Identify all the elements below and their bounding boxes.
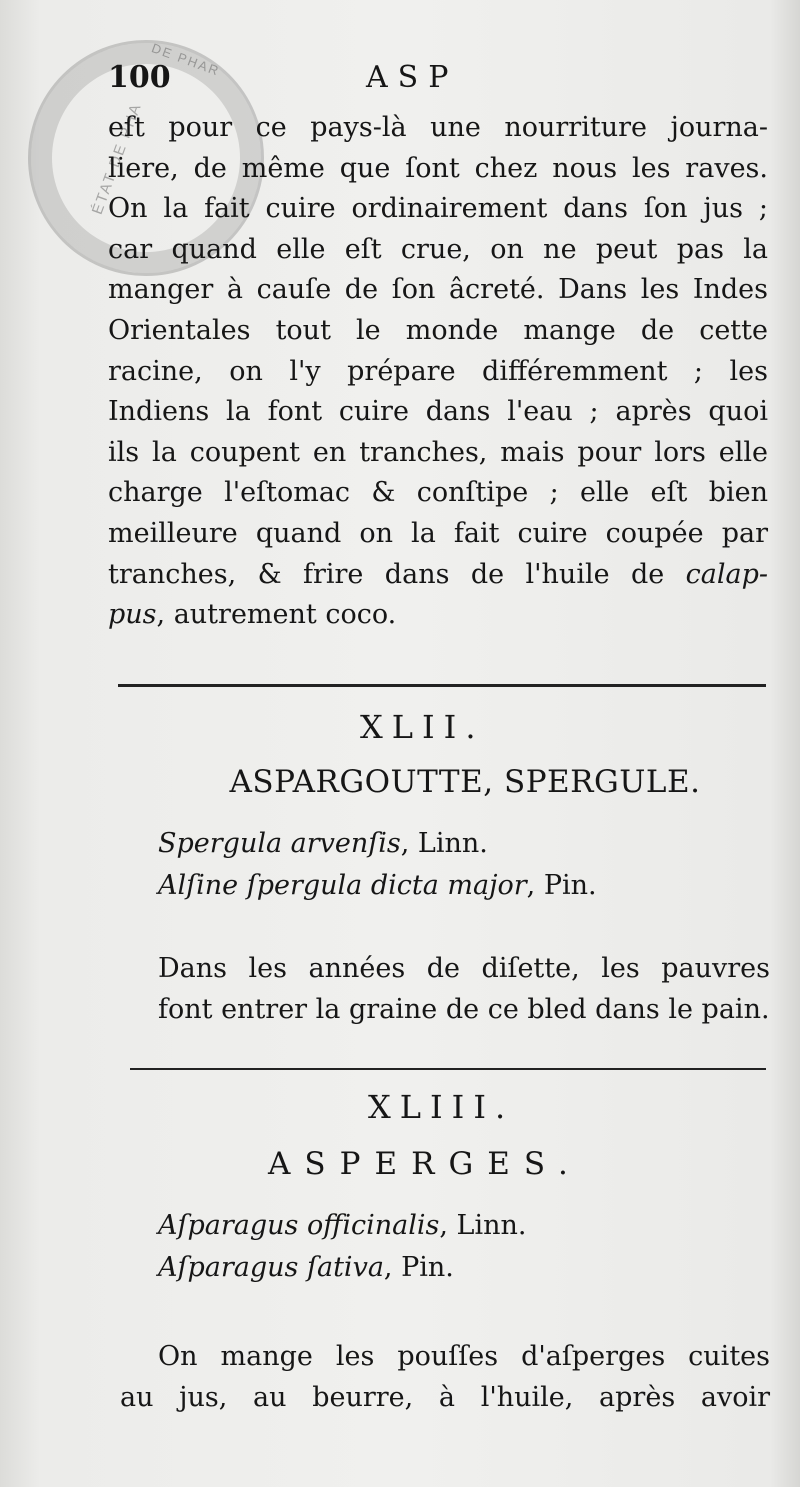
- stamp-top-text: DE PHAR: [149, 40, 223, 79]
- text-line: charge l'eſtomac & conſtipe ; elle eſt bien: [108, 477, 768, 509]
- authority: , Linn.: [400, 828, 488, 859]
- section-paragraph: [158, 948, 770, 1030]
- stamp-side-text: ÉTAT DE PHA: [88, 100, 146, 217]
- running-head: ASP: [366, 60, 459, 95]
- text-line: Indiens la font cuire dans l'eau ; après quoi: [108, 396, 768, 428]
- intro-paragraph: [108, 108, 768, 636]
- authority: , Pin.: [526, 870, 597, 901]
- latin-name: Aſparagus ſativa: [158, 1252, 384, 1283]
- text-line-with-italic: [108, 555, 768, 596]
- page-header: [108, 60, 768, 105]
- text-line: eſt pour ce pays-là une nourriture journa-: [108, 112, 768, 143]
- authority: , Linn.: [439, 1210, 527, 1241]
- text-line: car quand elle eſt crue, on ne peut pas la: [108, 233, 768, 265]
- text-line: ils la coupent en tranches, mais pour lors elle: [108, 436, 768, 468]
- text-line: liere, de même que ſont chez nous les raves.: [108, 152, 768, 184]
- text-line: manger à cauſe de ſon âcreté. Dans les Indes: [108, 274, 768, 306]
- italic-word: pus: [108, 599, 157, 631]
- authority: , Pin.: [383, 1252, 454, 1283]
- botanical-synonym: [158, 870, 597, 901]
- section-divider: [130, 1068, 766, 1070]
- text-line: Orientales tout le monde mange de cette: [108, 314, 768, 346]
- botanical-synonym: [158, 828, 488, 859]
- text-line: racine, on l'y prépare différemment ; les: [108, 355, 768, 387]
- section-title: ASPARGOUTTE, SPERGULE.: [229, 764, 701, 800]
- italic-word: calap-: [685, 558, 768, 590]
- latin-name: Alſine ſpergula dicta major: [158, 870, 527, 901]
- section-paragraph: [120, 1336, 770, 1418]
- section-divider: [118, 684, 766, 687]
- text-line: On mange les pouſſes d'aſperges cuites: [158, 1341, 770, 1372]
- text-line-last: [108, 595, 768, 636]
- text-line: On la fait cuire ordinairement dans ſon jus ;: [108, 193, 768, 225]
- section-title: ASPERGES.: [268, 1146, 582, 1182]
- section-number: XLIII.: [368, 1088, 515, 1126]
- text-fragment: tranches, & frire dans de l'huile de: [108, 558, 665, 590]
- text-line: meilleure quand on la fait cuire coupée par: [108, 517, 768, 549]
- section-number: XLII.: [360, 708, 485, 746]
- latin-name: Spergula arvenſis: [158, 828, 401, 859]
- text-line: au jus, au beurre, à l'huile, après avoir: [120, 1382, 770, 1413]
- botanical-synonym: [158, 1210, 526, 1241]
- page-number: 100: [108, 60, 171, 95]
- latin-name: Aſparagus officinalis: [158, 1210, 440, 1241]
- text-line: font entrer la graine de ce bled dans le pain.: [158, 994, 770, 1025]
- botanical-synonym: [158, 1252, 454, 1283]
- text-fragment: , autrement coco.: [156, 599, 397, 631]
- text-line: Dans les années de diſette, les pauvres: [158, 953, 770, 984]
